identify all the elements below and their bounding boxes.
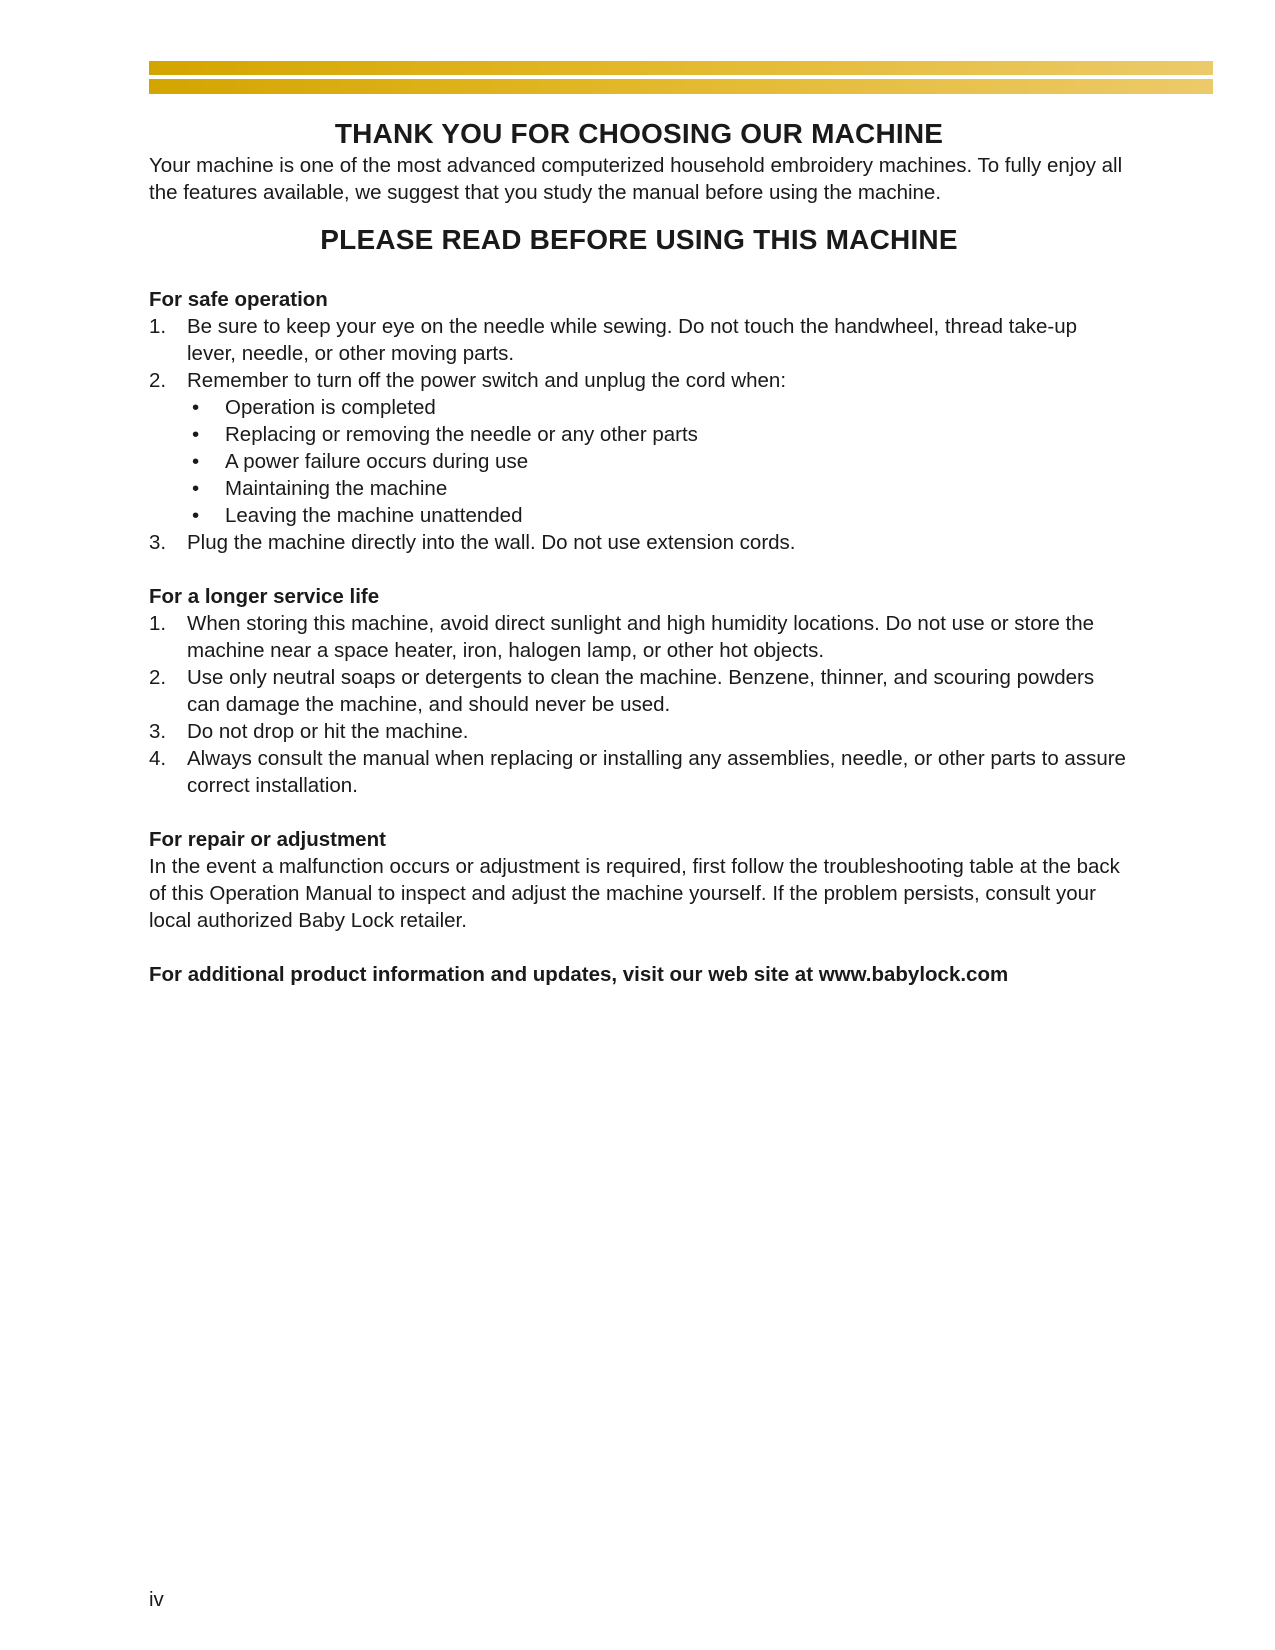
intro-paragraph: Your machine is one of the most advanced computerized household embroidery machines. To fully enjoy all the features available, we suggest that you study the manual before using the machine. bbox=[149, 154, 1123, 204]
bullet-text: Operation is completed bbox=[225, 396, 436, 419]
bullet-text: Leaving the machine unattended bbox=[225, 504, 523, 527]
page-content bbox=[149, 112, 1129, 988]
item-number: 2. bbox=[149, 369, 167, 392]
bullet-item bbox=[187, 448, 1129, 475]
bullet-item bbox=[187, 502, 1129, 529]
bullet-item bbox=[187, 394, 1129, 421]
item-number: 1. bbox=[149, 315, 167, 338]
bullet-item bbox=[187, 421, 1129, 448]
website-note: For additional product information and updates, visit our web site at www.babylock.com bbox=[149, 963, 1009, 986]
service-life-list bbox=[149, 610, 1129, 799]
bullet-icon: • bbox=[192, 477, 200, 500]
repair-paragraph: In the event a malfunction occurs or adjustment is required, first follow the troubleshooting table at the back of this Operation Manual to inspect and adjust the machine yourself. If the problem persists, consult your local authorized Baby Lock retailer. bbox=[149, 855, 1120, 932]
bullet-icon: • bbox=[192, 396, 200, 419]
bullet-text: Replacing or removing the needle or any other parts bbox=[225, 423, 698, 446]
bullet-text: Maintaining the machine bbox=[225, 477, 448, 500]
item-text: Plug the machine directly into the wall. Do not use extension cords. bbox=[187, 531, 796, 554]
spacer bbox=[149, 556, 1129, 583]
item-number: 4. bbox=[149, 747, 167, 770]
list-item bbox=[149, 610, 1129, 664]
list-item bbox=[149, 529, 1129, 556]
safe-operation-list bbox=[149, 313, 1129, 556]
power-off-conditions-list bbox=[187, 394, 1129, 529]
item-text: Remember to turn off the power switch and unplug the cord when: bbox=[187, 369, 787, 392]
bullet-item bbox=[187, 475, 1129, 502]
item-number: 2. bbox=[149, 666, 167, 689]
list-item bbox=[149, 745, 1129, 799]
header-accent-bar-bottom bbox=[149, 79, 1213, 94]
list-item bbox=[149, 367, 1129, 529]
bullet-icon: • bbox=[192, 423, 200, 446]
page-title: THANK YOU FOR CHOOSING OUR MACHINE bbox=[334, 118, 944, 149]
item-text: Use only neutral soaps or detergents to clean the machine. Benzene, thinner, and scouring powders can damage the machine, and should never be used. bbox=[187, 666, 1095, 716]
repair-title: For repair or adjustment bbox=[149, 828, 386, 851]
item-text: Do not drop or hit the machine. bbox=[187, 720, 469, 743]
item-number: 1. bbox=[149, 612, 167, 635]
bullet-text: A power failure occurs during use bbox=[225, 450, 529, 473]
header-accent-bar-top bbox=[149, 61, 1213, 75]
bullet-icon: • bbox=[192, 504, 200, 527]
item-text: When storing this machine, avoid direct sunlight and high humidity locations. Do not use or store the machine near a space heater, iron, halogen lamp, or other hot objects. bbox=[187, 612, 1095, 662]
item-text: Be sure to keep your eye on the needle while sewing. Do not touch the handwheel, thread take-up lever, needle, or other moving parts. bbox=[187, 315, 1078, 365]
safe-operation-title: For safe operation bbox=[149, 288, 328, 311]
bullet-icon: • bbox=[192, 450, 200, 473]
page-number: iv bbox=[149, 1588, 164, 1611]
spacer bbox=[149, 799, 1129, 826]
section-heading-read-before: PLEASE READ BEFORE USING THIS MACHINE bbox=[320, 224, 958, 255]
item-number: 3. bbox=[149, 531, 167, 554]
list-item bbox=[149, 313, 1129, 367]
list-item bbox=[149, 718, 1129, 745]
service-life-title: For a longer service life bbox=[149, 585, 380, 608]
spacer bbox=[149, 934, 1129, 961]
item-text: Always consult the manual when replacing or installing any assemblies, needle, or other parts to assure correct installation. bbox=[187, 747, 1126, 797]
list-item bbox=[149, 664, 1129, 718]
item-number: 3. bbox=[149, 720, 167, 743]
